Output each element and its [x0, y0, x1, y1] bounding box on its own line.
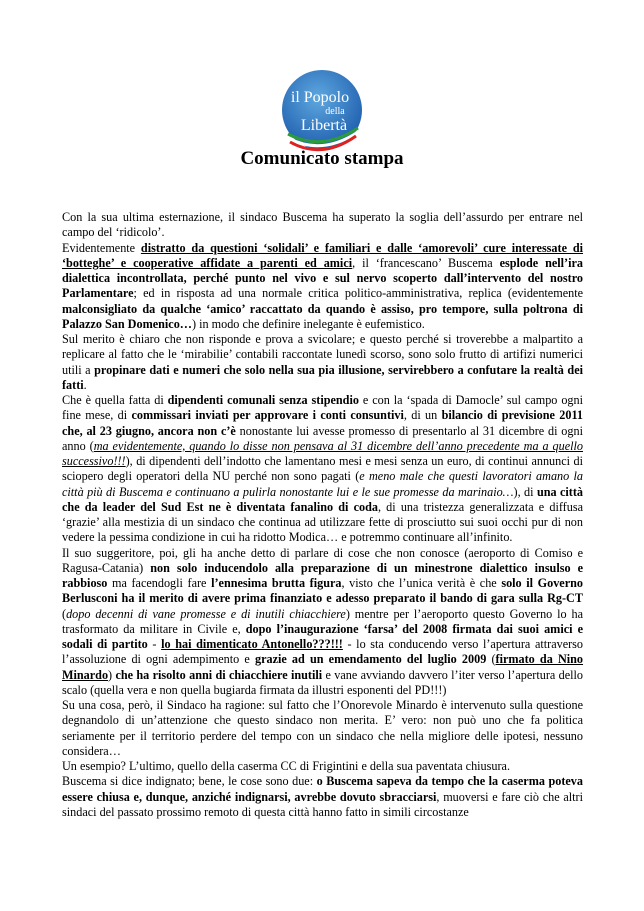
text-run: Il suo suggeritore, poi, gli ha anche detto di parlare di cose che non conosce (aeroporto di Comiso e Ragusa-Catania) — [62, 545, 583, 575]
text-run: nonostante lui avesse promesso di presentarlo al 31 dicembre di ogni anno ( — [62, 423, 583, 453]
text-run: Buscema si dice indignato; bene, le cose sono due: — [62, 774, 317, 789]
text-run: Un esempio? L’ultimo, quello della caserma CC di Frigintini e della sua paventata chiusura. — [62, 759, 511, 773]
party-logo-emblem — [280, 68, 364, 152]
bold-text: o Buscema sapeva da tempo che la caserma poteva essere chiusa e, dunque, anziché indignarsi, avrebbe dovuto sbracciarsi — [62, 774, 583, 804]
text-run: - lo sta conducendo verso l’apertura attraverso l’assoluzione di ogni adempimento e — [62, 637, 583, 667]
document-title: Comunicato stampa — [240, 148, 404, 169]
press-release-body — [62, 210, 583, 820]
text-run: , di un — [403, 408, 442, 423]
text-run: Sul merito è chiaro che non risponde e prova a svicolare; e questo perché si troverebbe a malpartito a replicare al fatto che le ‘mirabilie’ contabili raccontate lunedì scorso, sono solo frutto di artifizi numerici utili a — [62, 332, 583, 377]
text-run: ma facendogli fare — [107, 576, 212, 590]
text-run: Che è quella fatta di — [62, 393, 168, 407]
bold-text: che ha risolto anni di chiacchiere inutili — [115, 667, 323, 682]
bold-underlined-text: distratto da questioni ‘solidali’ e familiari e dalle ‘amorevoli’ cure interessate di ‘botteghe’ e cooperative affidate a parenti ed amici — [62, 240, 583, 270]
text-run: . — [83, 377, 87, 392]
bold-text: propinare dati e numeri che solo nella sua pia illusione, servirebbero a confutare la realtà dei fatti — [62, 362, 583, 392]
bold-text: commissari inviati per approvare i conti consuntivi — [131, 408, 404, 423]
text-run: Evidentemente — [62, 240, 141, 255]
bold-text: non solo inducendolo alla preparazione di un minestrone dialettico insulso e rabbioso — [62, 560, 583, 590]
text-run: ( — [62, 606, 67, 621]
text-run: Con la sua ultima esternazione, il sindaco Buscema ha superato la soglia dell’assurdo per entrare nel campo del ‘ridicolo’. — [62, 210, 583, 240]
paragraph-4 — [62, 393, 583, 546]
bold-text: dopo l’inaugurazione ‘farsa’ del 2008 firmata dai suoi amici e sodali di partito — [62, 621, 583, 651]
italic-text: e meno male che questi lavoratori amano la città più di Buscema e continuano a pulirla nonostante lui e le sue promesse da marinaio… — [62, 469, 584, 499]
paragraph-6 — [62, 698, 583, 759]
bold-text: solo il Governo Berlusconi ha il merito di avere prima finanziato e adesso preparato il bando di gara sulla Rg-CT — [62, 576, 583, 606]
bold-text: l’ennesima brutta figura — [211, 576, 342, 590]
paragraph-2 — [62, 241, 583, 333]
text-run: ) in modo che definire inelegante è eufemistico. — [192, 316, 425, 331]
italic-text: dopo decenni di vane promesse e di inutili chiacchiere — [66, 606, 346, 621]
text-run: ), di — [513, 484, 537, 499]
text-run: ; ed in risposta ad una normale critica politico-amministrativa, replica (evidentemente — [133, 286, 583, 301]
text-run: - — [147, 637, 162, 651]
text-run: ( — [486, 652, 496, 667]
bold-underlined-text: firmato da Nino Minardo — [62, 652, 584, 682]
logo-text-line1: il Popolo — [290, 89, 350, 106]
text-run: , muoversi e fare ciò che altri sindaci del passato prossimo remoto di questa città hanno fatto in simili circostanze — [62, 789, 583, 819]
bold-underlined-text: lo hai dimenticato Antonello???!!! — [161, 637, 343, 651]
logo-text-line2: della — [325, 106, 345, 117]
logo-text-line3: Libertà — [300, 117, 348, 134]
bold-text: esplode nell’ira dialettica incontrollata, perché punto nel vivo e sul nervo scoperto dall’intervento del nostro Parlamentare — [62, 255, 583, 301]
text-run: , di una tristezza generalizzata e diffusa ‘grazie’ alla mestizia di un sindaco che continua ad utilizzare fette di prosciutto sui suoi occhi pur di non vedere la pessima condizione in cui ha ridotto Modica… e potremmo continuare all’infinito. — [62, 499, 583, 545]
text-run: ) mentre per l’aeroporto questo Governo lo ha trasformato da militare in Civile e, — [62, 606, 583, 636]
paragraph-1 — [62, 210, 583, 241]
text-run: , visto che l’unica verità è che — [341, 576, 502, 590]
paragraph-8 — [62, 774, 583, 820]
bold-text: grazie ad un emendamento del luglio 2009 — [254, 652, 487, 667]
bold-text: bilancio di previsione 2011 che, al 23 giugno, ancora non c’è — [62, 408, 583, 438]
text-run: , il ‘francescano’ Buscema — [352, 255, 500, 270]
bold-text: malconsigliato da qualche ‘amico’ raccattato da quando è assiso, pro tempore, sulla poltrona di Palazzo San Domenico… — [62, 301, 583, 331]
party-logo — [280, 68, 364, 152]
paragraph-5 — [62, 546, 583, 699]
text-run: ) — [108, 667, 116, 682]
text-run: Su una cosa, però, il Sindaco ha ragione: sul fatto che l’Onorevole Minardo è intervenuto sulla questione degnandolo di un’attenzione che questo sindaco non merita. E’ vero: non può uno che fa politica seriamente per il territorio perdere del tempo con un sindaco che nella migliore delle ipotesi, nessuno considera… — [62, 698, 583, 758]
bold-text: dipendenti comunali senza stipendio — [167, 393, 359, 407]
paragraph-3 — [62, 332, 583, 393]
paragraph-7 — [62, 759, 583, 774]
text-run: e vane avviando davvero l’iter verso l’apertura dello scalo (quella vera e non quella bugiarda firmata da illustri esponenti del PD!!!) — [62, 667, 583, 697]
italic-underlined-text: ma evidentemente, quando lo disse non pensava al 31 dicembre dell’anno precedente ma a quello successivo!!! — [62, 438, 583, 468]
text-run: e con la ‘spada di Damocle’ sul campo ogni fine mese, di — [62, 393, 583, 423]
text-run: ), di dipendenti dell’indotto che lamentano mesi e mesi senza un euro, di continui annunci di sciopero degli operatori della NU perché non sono pagati ( — [62, 454, 583, 484]
bold-text: una città che da leader del Sud Est ne è diventata fanalino di coda — [62, 484, 584, 514]
